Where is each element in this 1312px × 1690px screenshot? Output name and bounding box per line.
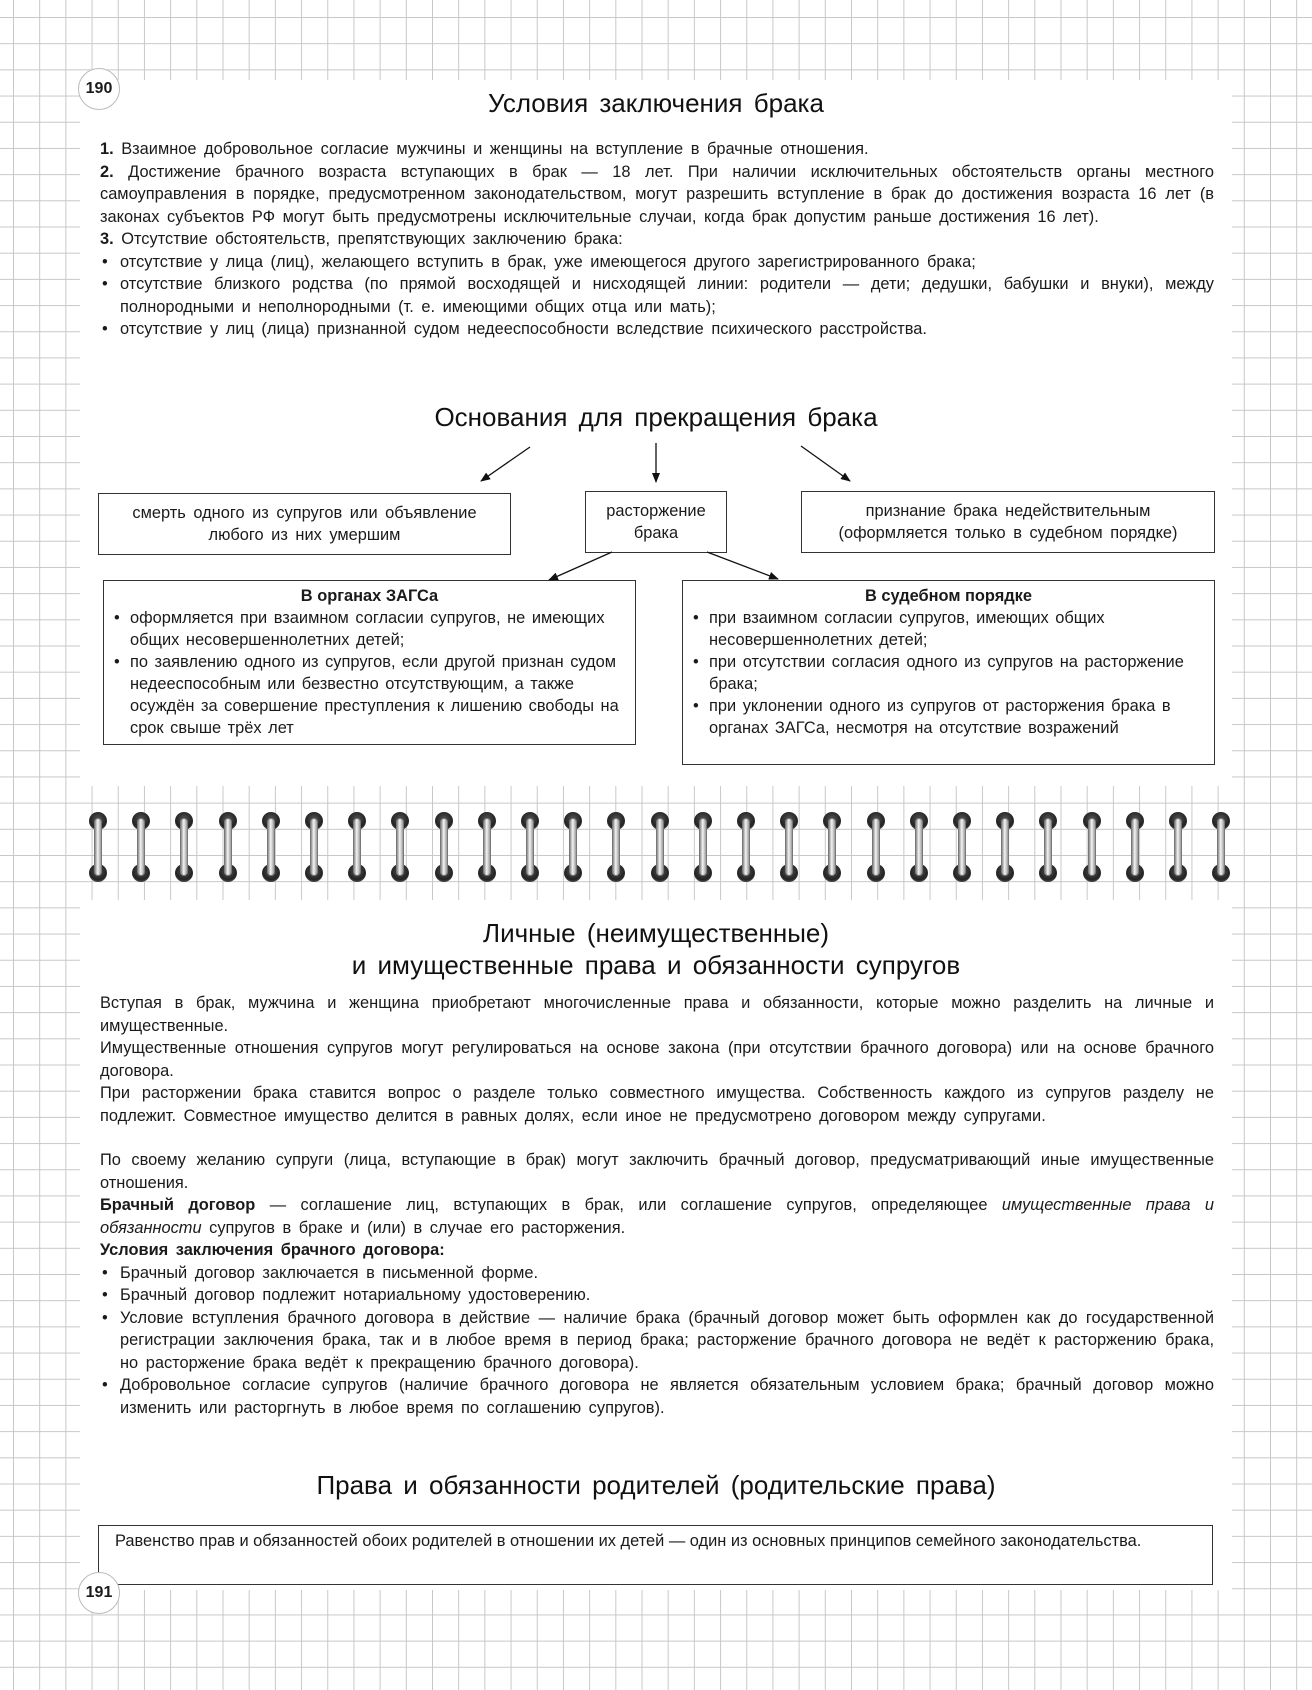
spiral-ring (737, 812, 755, 882)
spiral-ring (953, 812, 971, 882)
contract-conditions-title: Условия заключения брачного договора: (100, 1241, 445, 1259)
spiral-ring (651, 812, 669, 882)
contract-condition: • Брачный договор заключается в письменной форме. (100, 1262, 1214, 1285)
marriage-contract-definition: Брачный договор — соглашение лиц, вступающих в брак, или соглашение супругов, определяющее имущественные права и обязанности супругов в браке и (или) в случае его расторжения. (100, 1196, 1215, 1237)
ring-wire (1088, 818, 1096, 876)
contract-conditions-list (100, 1262, 1214, 1420)
ring-wire (137, 818, 145, 876)
marriage-conditions-text (100, 138, 1214, 341)
box-zags (103, 580, 636, 745)
spiral-ring (564, 812, 582, 882)
ring-wire (569, 818, 577, 876)
spiral-ring (1212, 812, 1230, 882)
spiral-ring (823, 812, 841, 882)
ring-wire (958, 818, 966, 876)
ring-wire (353, 818, 361, 876)
zags-title: В органах ЗАГСа (300, 587, 439, 605)
court-list (693, 607, 1204, 739)
ring-wire (742, 818, 750, 876)
ring-wire (310, 818, 318, 876)
obstacle-item: • отсутствие у лица (лиц), желающего вступить в брак, уже имеющегося другого зарегистрированного брака; (100, 251, 1214, 274)
spiral-ring (521, 812, 539, 882)
ring-wire (180, 818, 188, 876)
condition-1: 1. Взаимное добровольное согласие мужчины и женщины на вступление в брачные отношения. (100, 140, 869, 158)
parent-rights-box: Равенство прав и обязанностей обоих родителей в отношении их детей — один из основных принципов семейного законодательства. (98, 1525, 1213, 1585)
ring-wire (1001, 818, 1009, 876)
spiral-ring (348, 812, 366, 882)
spiral-ring (996, 812, 1014, 882)
contract-condition: • Добровольное согласие супругов (наличие брачного договора не является обязательным условием брака; брачный договор можно изменить или расторгнуть в любое время по соглашению супругов). (100, 1374, 1214, 1419)
spiral-ring (478, 812, 496, 882)
condition-3: 3. Отсутствие обстоятельств, препятствующих заключению брака: (100, 230, 623, 248)
ring-wire (656, 818, 664, 876)
ring-wire (224, 818, 232, 876)
ring-wire (267, 818, 275, 876)
zags-item: • оформляется при взаимном согласии супругов, не имеющих общих несовершеннолетних детей; (114, 607, 625, 651)
obstacles-list (100, 251, 1214, 341)
spouse-rights-title-line1: Личные (неимущественные) (483, 918, 829, 948)
contract-condition: • Условие вступления брачного договора в действие — наличие брака (брачный договор может быть оформлен как до государственной регистрации заключения брака, так и в любое время в период брака; расторжение брачного договора не ведёт к расторжению брака, но расторжение брака ведёт к прекращению брачного договора). (100, 1307, 1214, 1375)
spiral-ring (435, 812, 453, 882)
spiral-ring (1169, 812, 1187, 882)
ring-wire (440, 818, 448, 876)
box-divorce: расторжение брака (585, 491, 727, 553)
ring-wire (1044, 818, 1052, 876)
court-item: • при уклонении одного из супругов от расторжения брака в органах ЗАГСа, несмотря на отсутствие возражений (693, 695, 1204, 739)
paragraph: Имущественные отношения супругов могут регулироваться на основе закона (при отсутствии брачного договора) или на основе брачного договора. (100, 1039, 1214, 1080)
spiral-ring (89, 812, 107, 882)
spiral-binding (0, 800, 1312, 890)
spiral-ring (305, 812, 323, 882)
page-number-191: 191 (78, 1572, 120, 1614)
box-invalid-marriage: признание брака недействительным (оформляется только в судебном порядке) (801, 491, 1215, 553)
page-number-190: 190 (78, 68, 120, 110)
ring-wire (526, 818, 534, 876)
contract-condition: • Брачный договор подлежит нотариальному удостоверению. (100, 1284, 1214, 1307)
ring-wire (396, 818, 404, 876)
condition-2: 2. Достижение брачного возраста вступающих в брак — 18 лет. При наличии исключительных обстоятельств органы местного самоуправления в порядке, предусмотренном законодательством, могут разрешить вступление в брак до достижения возраста 16 лет (в законах субъектов РФ могут быть предусмотрены исключительные случаи, когда брак допустим раньше достижения 16 лет). (100, 162, 1214, 226)
box-death: смерть одного из супругов или объявление любого из них умершим (98, 493, 511, 555)
ring-wire (1174, 818, 1182, 876)
ring-wire (612, 818, 620, 876)
paragraph: При расторжении брака ставится вопрос о разделе только совместного имущества. Собственность каждого из супругов разделу не подлежит. Совместное имущество делится в равных долях, если иное не предусмотрено договором между супругами. (100, 1084, 1214, 1125)
zags-list (114, 607, 625, 739)
ring-wire (828, 818, 836, 876)
spouse-rights-text (100, 992, 1214, 1419)
spiral-ring (175, 812, 193, 882)
ring-wire (1217, 818, 1225, 876)
spiral-ring (132, 812, 150, 882)
paragraph: По своему желанию супруги (лица, вступающие в брак) могут заключить брачный договор, предусматривающий иные имущественные отношения. (100, 1151, 1214, 1192)
spiral-ring (1126, 812, 1144, 882)
ring-wire (699, 818, 707, 876)
paragraph: Вступая в брак, мужчина и женщина приобретают многочисленные права и обязанности, которые можно разделить на личные и имущественные. (100, 994, 1214, 1035)
obstacle-item: • отсутствие у лиц (лица) признанной судом недееспособности вследствие психического расстройства. (100, 318, 1214, 341)
spiral-ring (262, 812, 280, 882)
court-item: • при отсутствии согласия одного из супругов на расторжение брака; (693, 651, 1204, 695)
spiral-ring (219, 812, 237, 882)
court-item: • при взаимном согласии супругов, имеющих общих несовершеннолетних детей; (693, 607, 1204, 651)
spiral-ring (780, 812, 798, 882)
court-title: В судебном порядке (864, 587, 1032, 605)
ring-wire (872, 818, 880, 876)
ring-wire (94, 818, 102, 876)
ring-wire (785, 818, 793, 876)
ring-wire (915, 818, 923, 876)
zags-item: • по заявлению одного из супругов, если другой признан судом недееспособным или безвестно отсутствующим, а также осуждён за совершение преступления к лишению свободы на срок свыше трёх лет (114, 651, 625, 739)
termination-grounds-title: Основания для прекращения брака (434, 402, 878, 432)
spiral-ring (1039, 812, 1057, 882)
spacer (100, 1127, 1214, 1149)
ring-wire (483, 818, 491, 876)
spiral-ring (1083, 812, 1101, 882)
ring-wire (1131, 818, 1139, 876)
spiral-ring (607, 812, 625, 882)
spiral-ring (867, 812, 885, 882)
spiral-ring (391, 812, 409, 882)
obstacle-item: • отсутствие близкого родства (по прямой восходящей и нисходящей линии: родители — дети; дедушки, бабушки и внуки), между полнородными и неполнородными (т. е. имеющими общих отца или мать); (100, 273, 1214, 318)
parent-rights-title: Права и обязанности родителей (родительские права) (316, 1470, 996, 1500)
spiral-ring (694, 812, 712, 882)
spiral-ring (910, 812, 928, 882)
spouse-rights-title-line2: и имущественные права и обязанности супругов (351, 950, 961, 980)
box-court (682, 580, 1215, 765)
marriage-conditions-title: Условия заключения брака (488, 88, 824, 118)
